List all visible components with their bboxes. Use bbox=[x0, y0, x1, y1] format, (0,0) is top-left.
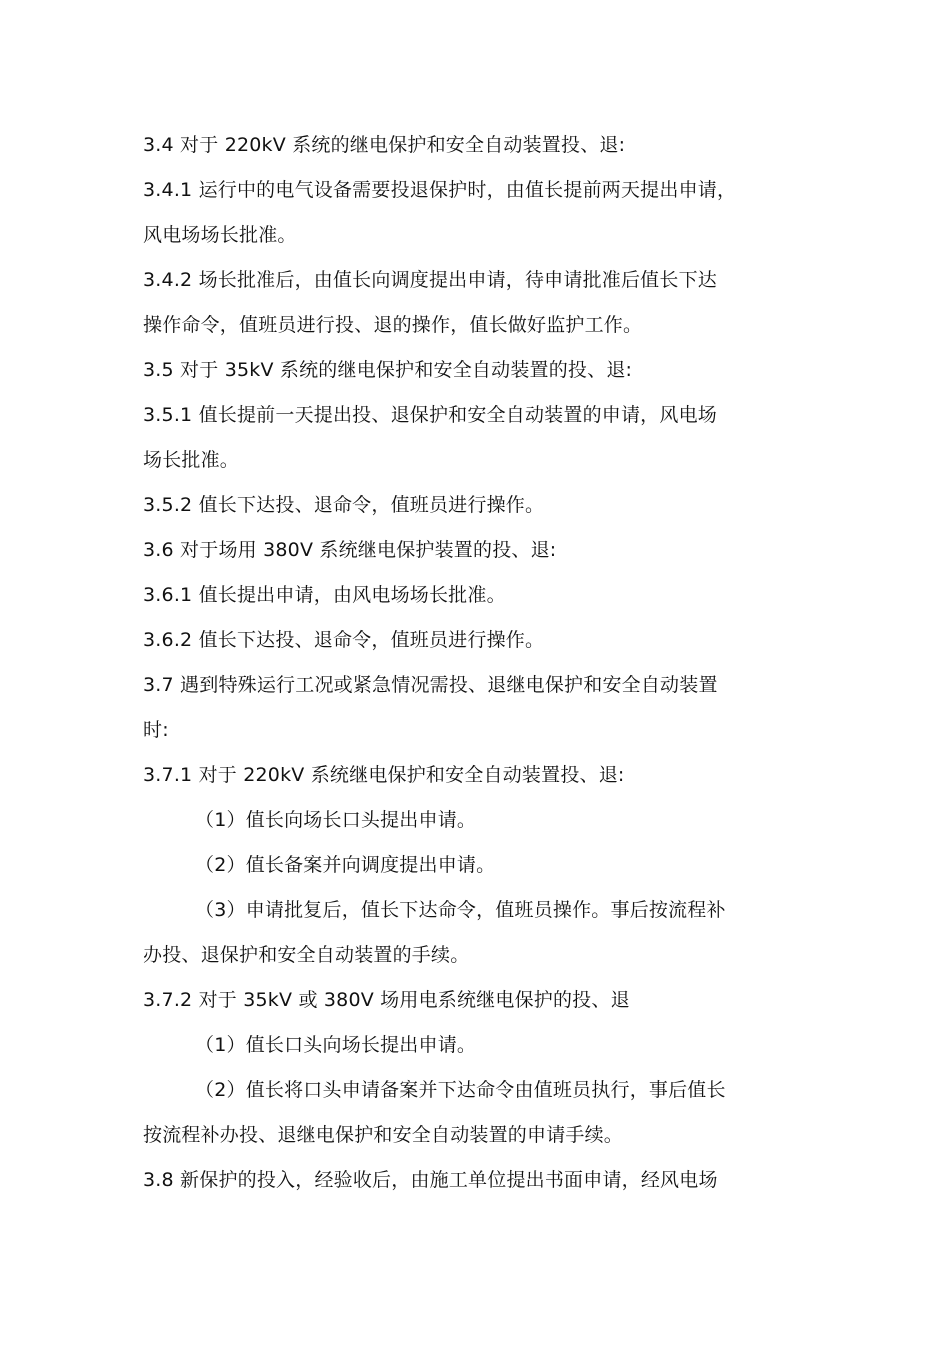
section-3-7-1-item-3-line-1: （3）申请批复后，值长下达命令，值班员操作。事后按流程补 bbox=[195, 899, 726, 921]
section-3-4-1-line-2: 风电场场长批准。 bbox=[143, 224, 297, 246]
section-3-7-1-item-3-line-2: 办投、退保护和安全自动装置的手续。 bbox=[143, 944, 470, 966]
section-3-7-1-item-2: （2）值长备案并向调度提出申请。 bbox=[195, 854, 496, 876]
section-3-7-2-item-2-line-1: （2）值长将口头申请备案并下达命令由值班员执行，事后值长 bbox=[195, 1079, 726, 1101]
section-3-8-line-1: 3.8 新保护的投入，经验收后，由施工单位提出书面申请，经风电场 bbox=[143, 1169, 718, 1191]
section-3-7-2-heading: 3.7.2 对于 35kV 或 380V 场用电系统继电保护的投、退 bbox=[143, 989, 630, 1011]
section-3-6-2: 3.6.2 值长下达投、退命令，值班员进行操作。 bbox=[143, 629, 545, 651]
section-3-5-1-line-2: 场长批准。 bbox=[143, 449, 240, 471]
section-3-6-heading: 3.6 对于场用 380V 系统继电保护装置的投、退: bbox=[143, 539, 557, 561]
section-3-7-2-item-2-line-2: 按流程补办投、退继电保护和安全自动装置的申请手续。 bbox=[143, 1124, 624, 1146]
section-3-7-2-item-1: （1）值长口头向场长提出申请。 bbox=[195, 1034, 477, 1056]
section-3-4-1-line-1: 3.4.1 运行中的电气设备需要投退保护时，由值长提前两天提出申请， bbox=[143, 179, 737, 201]
section-3-6-1: 3.6.1 值长提出申请，由风电场场长批准。 bbox=[143, 584, 506, 606]
section-3-5-heading: 3.5 对于 35kV 系统的继电保护和安全自动装置的投、退: bbox=[143, 359, 633, 381]
section-3-5-1-line-1: 3.5.1 值长提前一天提出投、退保护和安全自动装置的申请，风电场 bbox=[143, 404, 717, 426]
section-3-7-1-heading: 3.7.1 对于 220kV 系统继电保护和安全自动装置投、退: bbox=[143, 764, 625, 786]
section-3-4-heading: 3.4 对于 220kV 系统的继电保护和安全自动装置投、退: bbox=[143, 134, 626, 156]
section-3-7-heading-line-1: 3.7 遇到特殊运行工况或紧急情况需投、退继电保护和安全自动装置 bbox=[143, 674, 718, 696]
section-3-7-1-item-1: （1）值长向场长口头提出申请。 bbox=[195, 809, 477, 831]
section-3-7-heading-line-2: 时: bbox=[143, 719, 169, 741]
section-3-5-2: 3.5.2 值长下达投、退命令，值班员进行操作。 bbox=[143, 494, 545, 516]
section-3-4-2-line-1: 3.4.2 场长批准后，由值长向调度提出申请，待申请批准后值长下达 bbox=[143, 269, 717, 291]
section-3-4-2-line-2: 操作命令，值班员进行投、退的操作，值长做好监护工作。 bbox=[143, 314, 643, 336]
